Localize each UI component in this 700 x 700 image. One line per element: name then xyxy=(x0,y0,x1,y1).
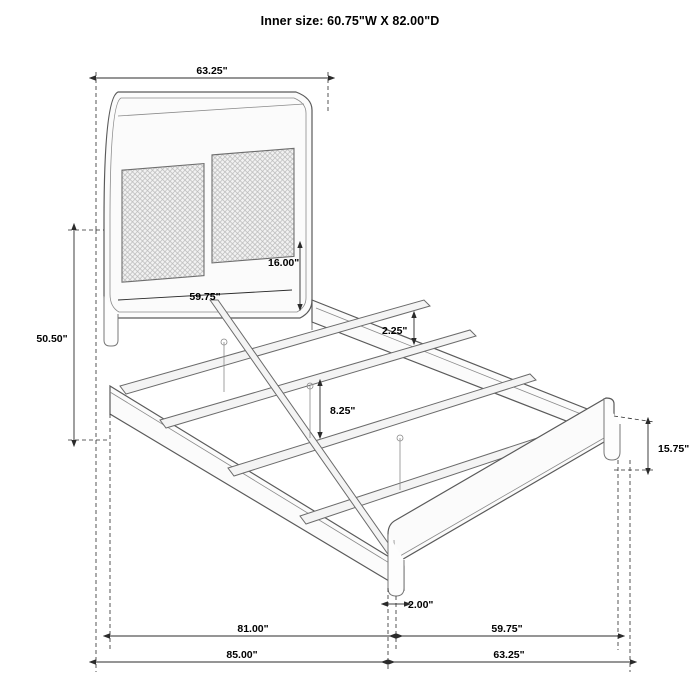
woven-panel-right xyxy=(212,148,294,263)
dim-rail-thickness xyxy=(382,318,414,338)
label-rail-thickness: 2.25" xyxy=(382,325,408,337)
label-top-width: 63.25" xyxy=(196,65,228,77)
dim-slat-clearance xyxy=(320,386,355,432)
label-panel-width: 59.75" xyxy=(189,291,221,303)
label-overall-width: 63.25" xyxy=(493,649,525,661)
dim-footboard-height xyxy=(614,416,689,470)
label-slat-clearance: 8.25" xyxy=(330,405,356,417)
label-overall-length: 85.00" xyxy=(226,649,258,661)
dim-post-thickness xyxy=(388,599,433,611)
label-panel-height: 16.00" xyxy=(268,257,300,269)
slat-system xyxy=(120,300,586,560)
label-footboard-width: 59.75" xyxy=(491,623,523,635)
headboard xyxy=(104,92,312,346)
label-post-thickness: 2.00" xyxy=(408,599,434,611)
woven-panel-left xyxy=(122,164,204,283)
footboard xyxy=(388,398,620,596)
dim-overall-height xyxy=(36,230,110,440)
label-side-rail-length: 81.00" xyxy=(237,623,269,635)
label-overall-height: 50.50" xyxy=(36,333,68,345)
page-title: Inner size: 60.75"W X 82.00"D xyxy=(260,14,440,28)
label-footboard-height: 15.75" xyxy=(658,443,690,455)
side-rail-near xyxy=(110,386,404,590)
